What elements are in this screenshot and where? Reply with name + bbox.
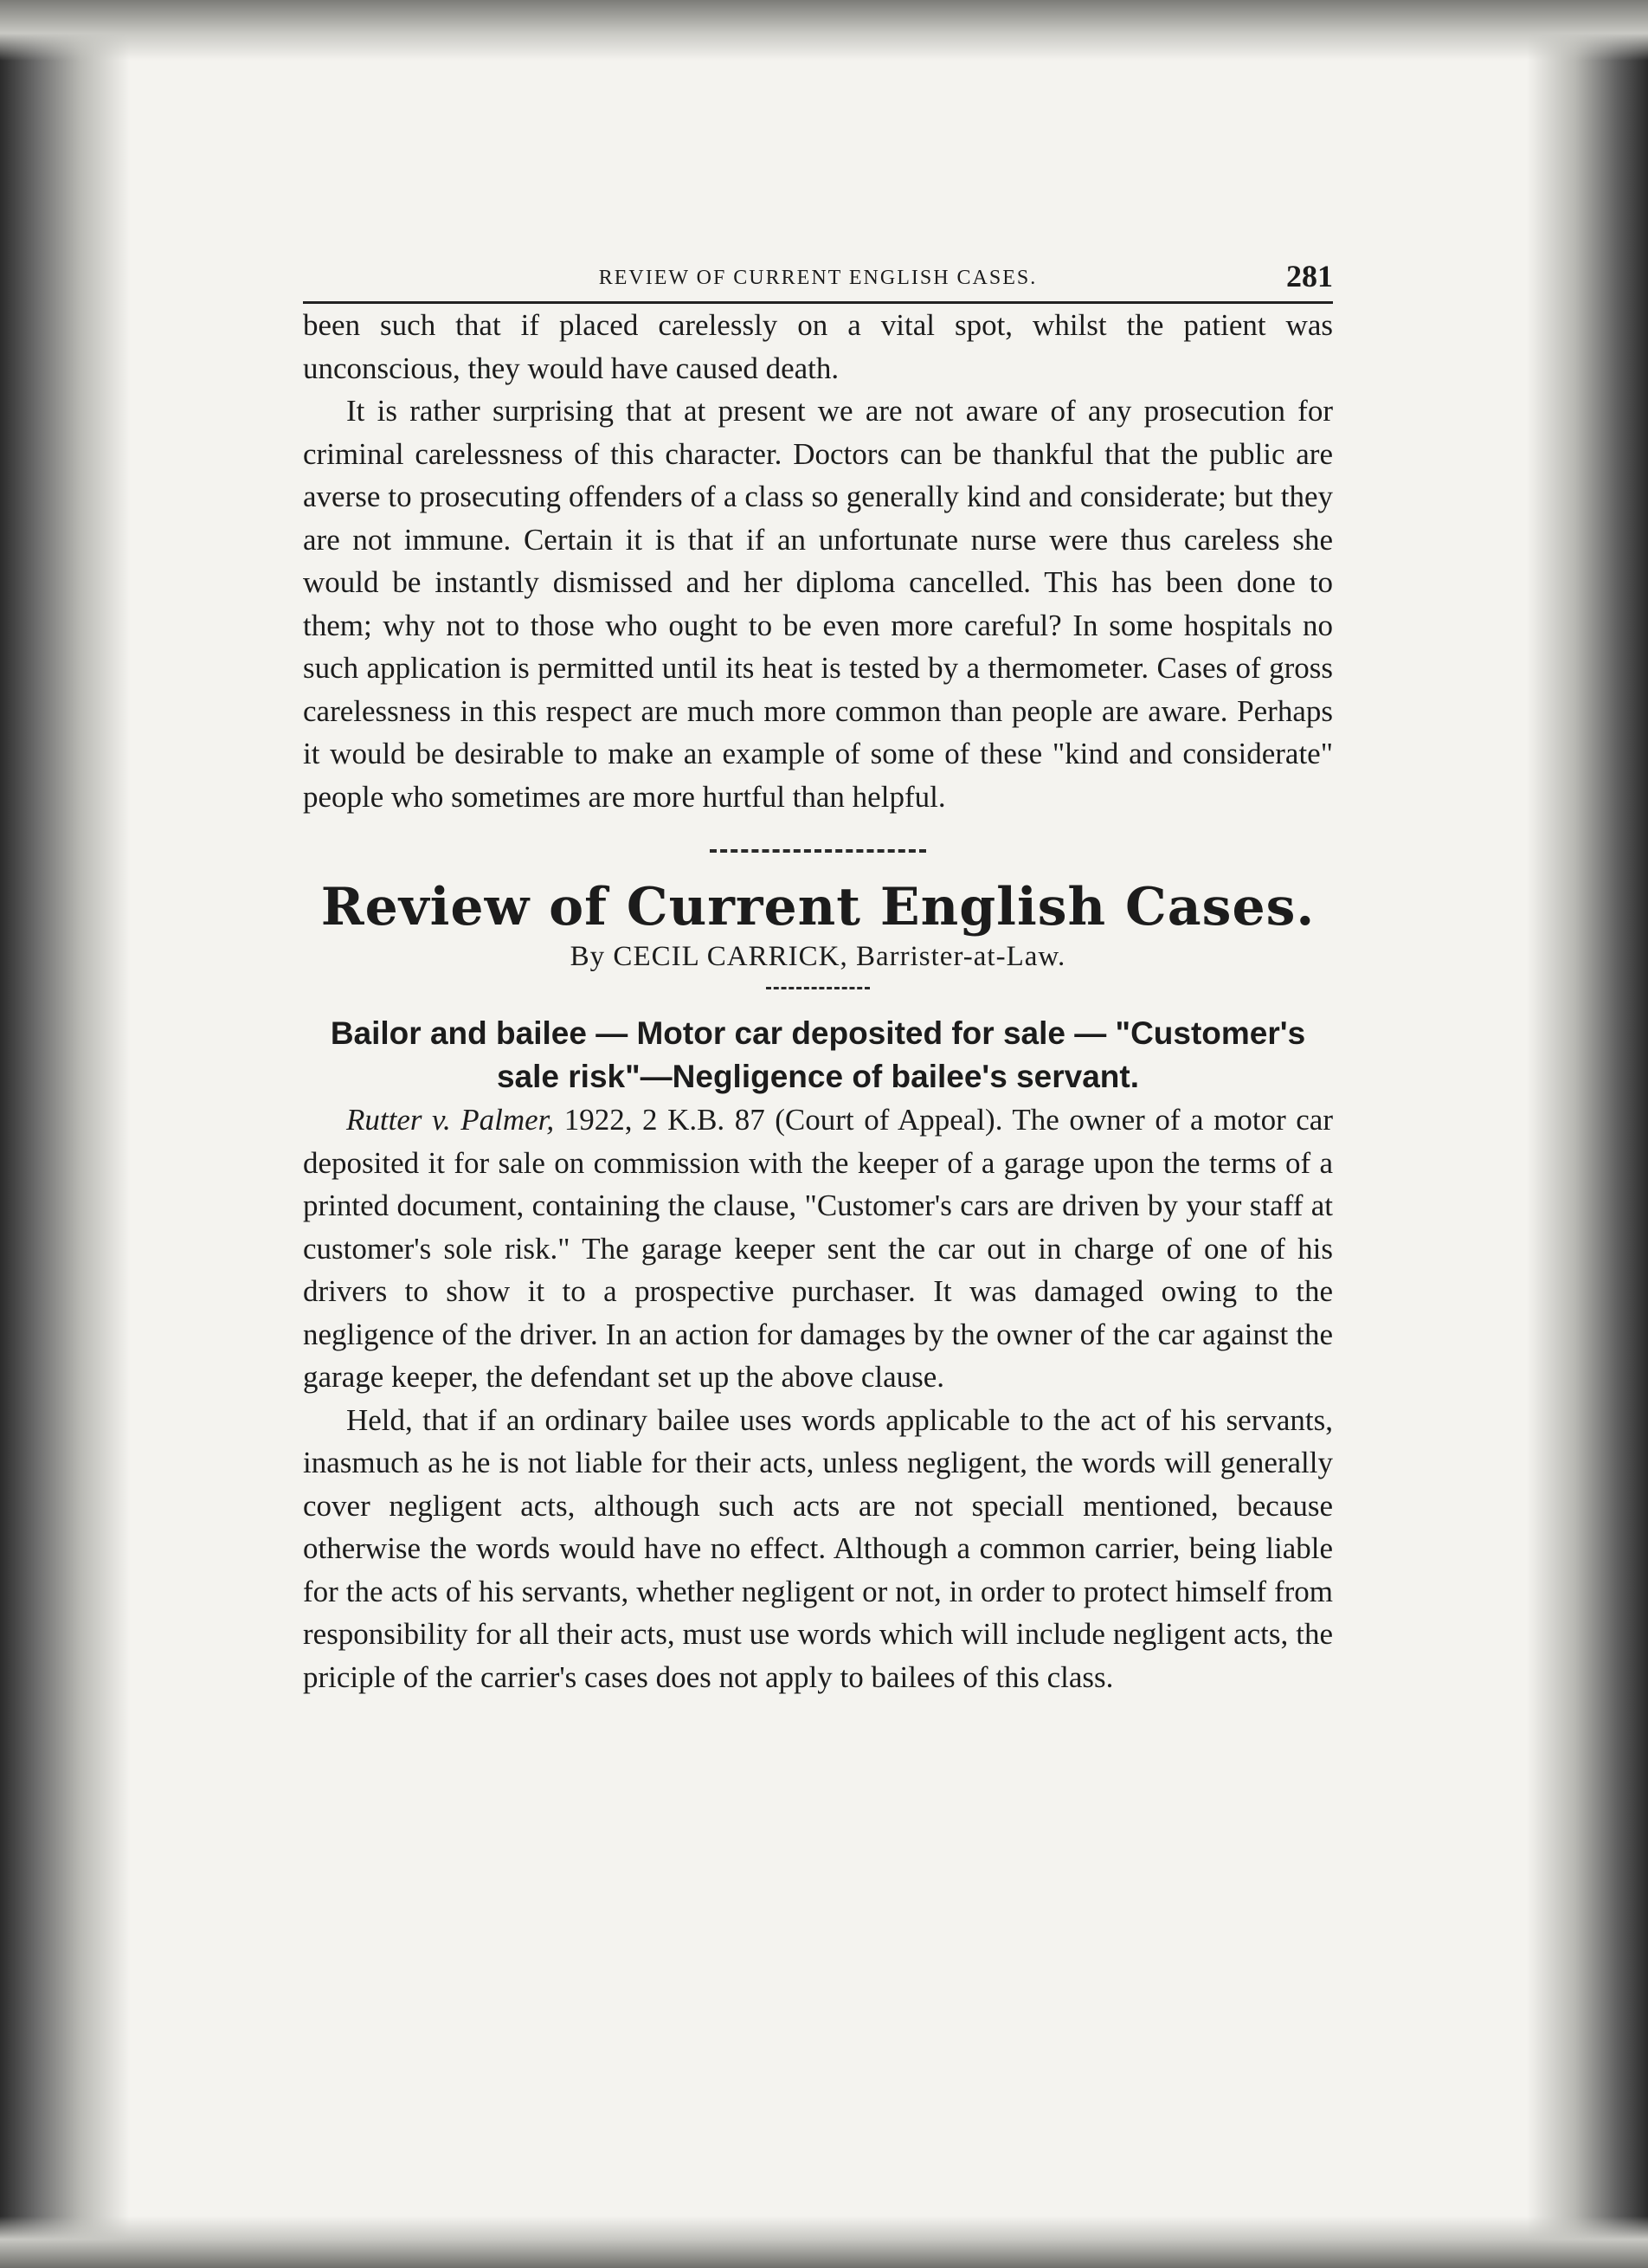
page-number: 281 <box>1286 259 1333 293</box>
case-heading: Bailor and bailee — Motor car deposited for sale — "Customer's sale risk"—Negligence of bailee's servant. <box>330 1015 1306 1094</box>
intro-paragraph: It is rather surprising that at present we are not aware of any prosecution for criminal carelessness of this character. Doctors can be thankful that the public are averse to prosecuting offenders of a class so generally kind and considerate; but they are not immune. Certain it is that if an unfortunate nurse were thus careless she would be instantly dismissed and her diploma cancelled. This has been done to them; why not to those who ought to be even more careful? In some hospitals no such application is permitted until its heat is tested by a thermometer. Cases of gross carelessness in this respect are much more common than people are aware. Perhaps it would be desirable to make an example of some of these "kind and considerate" people who sometimes are more hurtful than helpful. <box>303 394 1333 814</box>
case-summary-paragraph <box>303 1099 1333 1399</box>
binding-shadow-right <box>1527 0 1648 2268</box>
running-title: REVIEW OF CURRENT ENGLISH CASES. <box>598 267 1038 289</box>
book-page <box>303 251 1333 1698</box>
case-summary-text: 1922, 2 K.B. 87 (Court of Appeal). The owner of a motor car deposited it for sale on commission with the keeper of a garage upon the terms of a printed document, containing the clause, "Customer's cars are driven by your staff at customer's sole risk." The garage keeper sent the car out in charge of one of his drivers to show it to a prospective purchaser. It was damaged owing to the negligence of the driver. In an action for damages by the owner of the car against the garage keeper, the defendant set up the above clause. <box>303 1103 1333 1394</box>
page-bottom-edge <box>0 2216 1648 2268</box>
case-name: Rutter v. Palmer, <box>346 1103 555 1137</box>
running-head <box>303 251 1333 304</box>
case-holding-paragraph: Held, that if an ordinary bailee uses words applicable to the act of his servants, inasmuch as he is not liable for their acts, unless negligent, the words will generally cover negligent acts, although such acts are not speciall mentioned, because otherwise the words would have no effect. Although a common carrier, being liable for the acts of his servants, whether negligent or not, in order to protect himself from responsibility for all their acts, must use words which will include negligent acts, the priciple of the carrier's cases does not apply to bailees of this class. <box>303 1402 1333 1694</box>
binding-shadow-left <box>0 0 130 2268</box>
page-top-edge <box>0 0 1648 61</box>
section-title: Review of Current English Cases. <box>320 877 1316 937</box>
byline-divider <box>766 987 870 989</box>
author-byline: By CECIL CARRICK, Barrister-at-Law. <box>570 941 1066 972</box>
section-divider <box>710 849 926 853</box>
intro-paragraph-continued: been such that if placed carelessly on a vital spot, whilst the patient was unconscious, they would have caused death. <box>303 308 1333 385</box>
